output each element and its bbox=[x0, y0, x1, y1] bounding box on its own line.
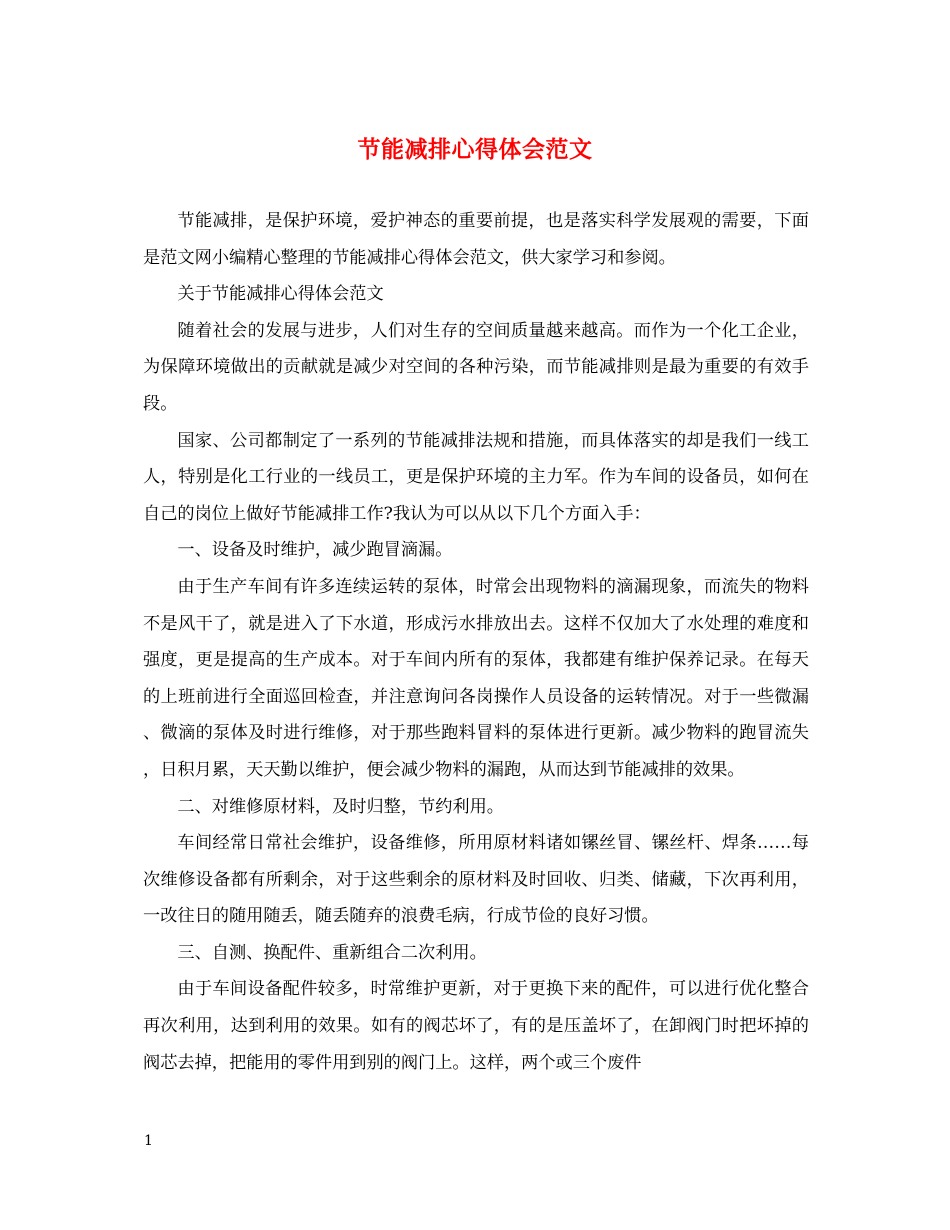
document-body bbox=[143, 203, 809, 1081]
body-paragraph: 随着社会的发展与进步，人们对生存的空间质量越来越高。而作为一个化工企业，为保障环境做出的贡献就是减少对空间的各种污染，而节能减排则是最为重要的有效手段。 bbox=[143, 320, 809, 414]
body-paragraph: 车间经常日常社会维护，设备维修，所用原材料诸如镙丝冒、镙丝杆、焊条……每次维修设备都有所剩余，对于这些剩余的原材料及时回收、归类、储藏，下次再利用，一改往日的随用随丢，随丢随弃的浪费毛病，行成节俭的良好习惯。 bbox=[143, 833, 809, 927]
section-heading: 关于节能减排心得体会范文 bbox=[177, 284, 384, 305]
page-number: 1 bbox=[144, 1133, 153, 1149]
body-paragraph: 国家、公司都制定了一系列的节能减排法规和措施，而具体落实的却是我们一线工人，特别是化工行业的一线员工，更是保护环境的主力军。作为车间的设备员，如何在自己的岗位上做好节能减排工作?我认为可以从以下几个方面入手： bbox=[143, 430, 809, 524]
document-title: 节能减排心得体会范文 bbox=[357, 136, 593, 163]
body-paragraph: 由于车间设备配件较多，时常维护更新，对于更换下来的配件，可以进行优化整合再次利用，达到利用的效果。如有的阀芯坏了，有的是压盖坏了，在卸阀门时把坏掉的阀芯去掉，把能用的零件用到别的阀门上。这样，两个或三个废件 bbox=[143, 979, 809, 1073]
point-heading-2: 二、对维修原材料，及时归整，节约利用。 bbox=[177, 796, 504, 817]
point-heading-3: 三、自测、换配件、重新组合二次利用。 bbox=[177, 942, 487, 963]
body-paragraph: 由于生产车间有许多连续运转的泵体，时常会出现物料的滴漏现象，而流失的物料不是风干了，就是进入了下水道，形成污水排放出去。这样不仅加大了水处理的难度和强度，更是提高的生产成本。对于车间内所有的泵体，我都建有维护保养记录。在每天的上班前进行全面巡回检查，并注意询问各岗操作人员设备的运转情况。对于一些微漏、微滴的泵体及时进行维修，对于那些跑料冒料的泵体进行更新。减少物料的跑冒流失，日积月累，天天勤以维护，便会减少物料的漏跑，从而达到节能减排的效果。 bbox=[143, 576, 809, 780]
intro-paragraph: 节能减排，是保护环境，爱护神态的重要前提，也是落实科学发展观的需要，下面是范文网小编精心整理的节能减排心得体会范文，供大家学习和参阅。 bbox=[143, 211, 809, 268]
point-heading-1: 一、设备及时维护，减少跑冒滴漏。 bbox=[177, 540, 453, 561]
